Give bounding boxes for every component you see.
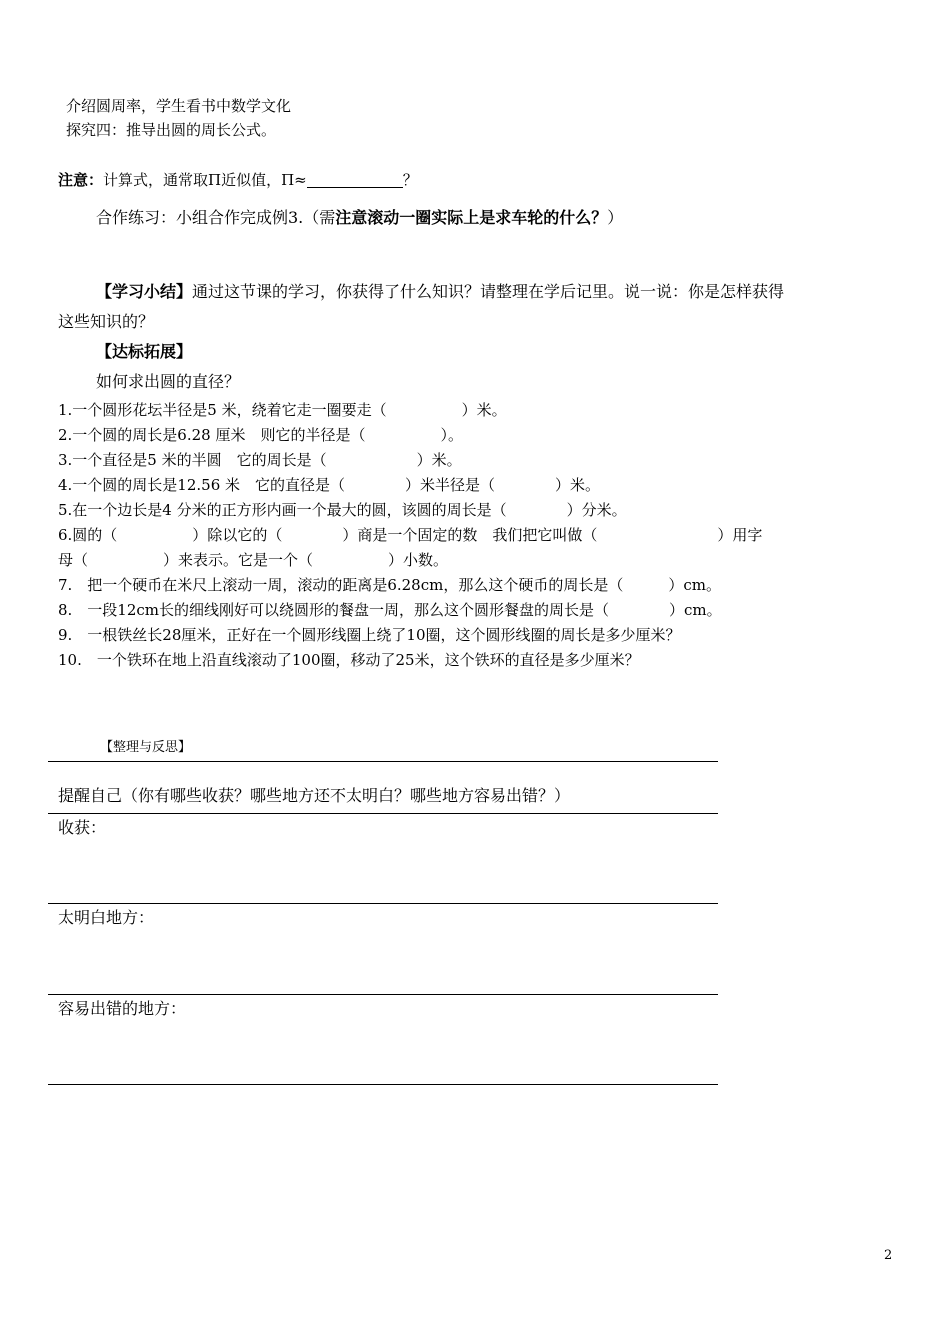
divider-line (48, 761, 718, 762)
intro-line-1: 介绍圆周率，学生看书中数学文化 (66, 97, 292, 115)
reminder-text: 提醒自己（你有哪些收获？哪些地方还不太明白？哪些地方容易出错？） (58, 786, 571, 805)
gain-label: 收获： (58, 818, 107, 837)
note-line (58, 170, 418, 190)
practice-line (96, 208, 623, 228)
practice-emphasis: 注意滚动一圈实际上是求车轮的什么？ (335, 208, 608, 227)
problem-1: 1.一个圆形花坛半径是5 米，绕着它走一圈要走（ ）米。 (58, 401, 507, 419)
problem-10: 10. 一个铁环在地上沿直线滚动了100圈，移动了25米，这个铁环的直径是多少厘米？ (58, 651, 640, 669)
summary-label: 【学习小结】 (96, 282, 193, 301)
problem-4: 4.一个圆的周长是12.56 米 它的直径是（ ）米半径是（ ）米。 (58, 476, 601, 494)
intro-line-2: 探究四：推导出圆的周长公式。 (66, 121, 277, 139)
divider-line (48, 903, 718, 904)
summary-line-2: 这些知识的？ (58, 312, 155, 331)
extension-question: 如何求出圆的直径？ (96, 372, 241, 391)
practice-text-end: ） (607, 208, 624, 227)
note-text: 计算式，通常取Π近似值，Π≈ (103, 171, 307, 189)
summary-text: 通过这节课的学习，你获得了什么知识？请整理在学后记里。说一说：你是怎样获得 (192, 282, 785, 301)
pi-value-blank (307, 171, 403, 188)
problem-9: 9. 一根铁丝长28厘米，正好在一个圆形线圈上绕了10圈，这个圆形线圈的周长是多少厘米？ (58, 626, 681, 644)
note-label: 注意： (58, 171, 104, 189)
problem-2: 2.一个圆的周长是6.28 厘米 则它的半径是（ ）。 (58, 426, 463, 444)
problem-6-line-1: 6.圆的（ ）除以它的（ ）商是一个固定的数 我们把它叫做（ ）用字 (58, 526, 763, 544)
mistakes-label: 容易出错的地方： (58, 999, 187, 1018)
problem-3: 3.一个直径是5 米的半圆 它的周长是（ ）米。 (58, 451, 462, 469)
extension-label: 【达标拓展】 (96, 342, 193, 361)
practice-text: 合作练习：小组合作完成例3.（需 (96, 208, 336, 227)
page-number: 2 (884, 1248, 893, 1263)
divider-line (48, 1084, 718, 1085)
divider-line (48, 994, 718, 995)
note-text-end: ？ (402, 171, 418, 189)
problem-7: 7. 把一个硬币在米尺上滚动一周，滚动的距离是6.28cm，那么这个硬币的周长是（ ）cm。 (58, 576, 721, 594)
problem-5: 5.在一个边长是4 分米的正方形内画一个最大的圆，该圆的周长是（ ）分米。 (58, 501, 627, 519)
divider-line (48, 813, 718, 814)
summary-line-1 (96, 282, 784, 302)
unclear-label: 太明白地方： (58, 908, 155, 927)
problem-6-line-2: 母（ ）来表示。它是一个（ ）小数。 (58, 551, 449, 569)
reflection-heading: 【整理与反思】 (100, 740, 192, 755)
problem-8: 8. 一段12cm长的细线刚好可以绕圆形的餐盘一周，那么这个圆形餐盘的周长是（ ）cm。 (58, 601, 722, 619)
